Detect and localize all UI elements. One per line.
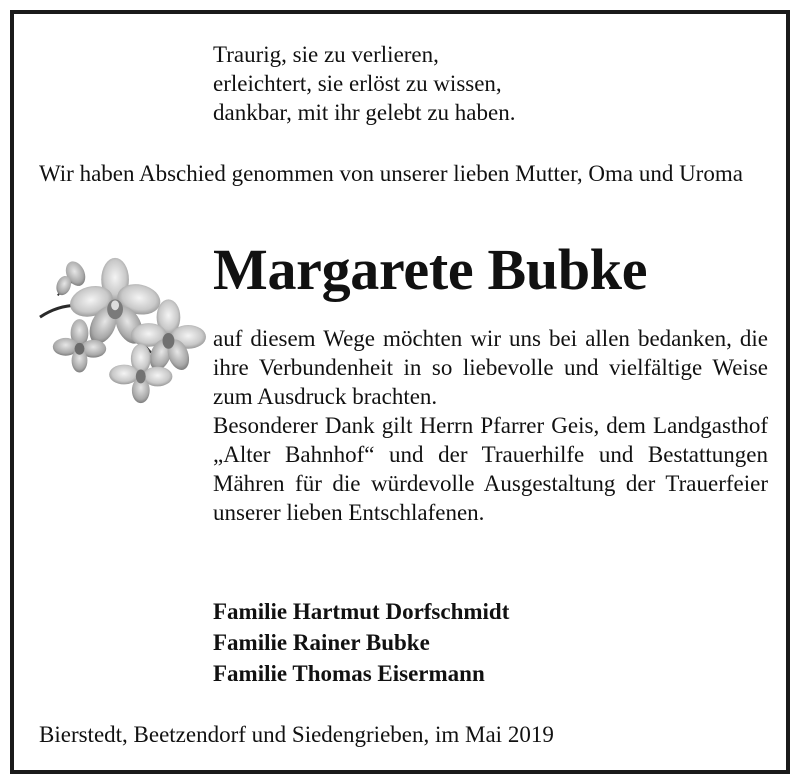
family-name: Familie Hartmut Dorfschmidt	[213, 599, 510, 624]
poem-verse	[213, 40, 515, 127]
poem-line: erleichtert, sie erlöst zu wissen,	[213, 71, 502, 96]
family-name: Familie Rainer Bubke	[213, 630, 430, 655]
deceased-name: Margarete Bubke	[213, 237, 648, 302]
place-date-line: Bierstedt, Beetzendorf und Siedengrieben, im Mai 2019	[39, 722, 554, 747]
orchid-flower-icon	[38, 246, 206, 414]
family-name: Familie Thomas Eisermann	[213, 661, 485, 686]
family-signatures	[213, 596, 509, 689]
poem-line: Traurig, sie zu verlieren,	[213, 42, 439, 67]
poem-line: dankbar, mit ihr gelebt zu haben.	[213, 100, 516, 125]
obituary-card	[10, 10, 790, 774]
intro-text: Wir haben Abschied genommen von unserer lieben Mutter, Oma und Uroma	[39, 161, 743, 186]
special-thanks-paragraph: Besonderer Dank gilt Herrn Pfarrer Geis, dem Landgasthof „Alter Bahnhof“ und der Trauerhilfe und Bestattungen Mähren für die würdevolle Ausgestaltung der Trauerfeier unserer lieben Entschlafenen.	[213, 413, 768, 525]
thank-you-paragraph: auf diesem Wege möchten wir uns bei allen bedanken, die ihre Verbundenheit in so liebevolle und vielfältige Weise zum Ausdruck brachten.	[213, 326, 768, 409]
thank-you-text	[213, 324, 768, 527]
